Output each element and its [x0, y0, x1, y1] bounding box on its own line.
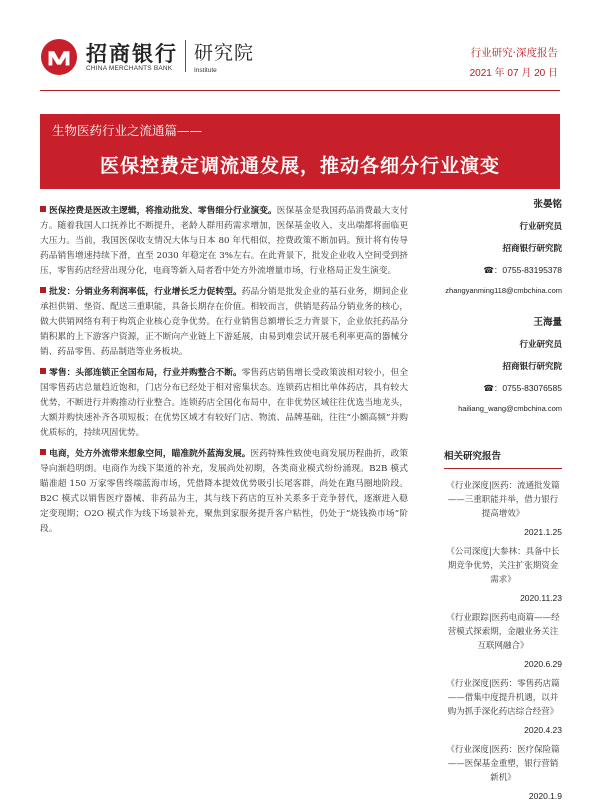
report-title: 医保控费定调流通发展，推动各细分行业演变 [99, 155, 500, 177]
related-report-title: 《行业深度|医药：流通批发篇——三重职能并举，借力银行提高增效》 [446, 481, 560, 519]
related-report-title: 《行业深度|医药：零售药店篇——借集中度提升机遇，以并购为抓手深化药店综合经营》 [446, 679, 560, 717]
related-report-date: 2020.1.9 [528, 791, 562, 800]
paragraph-text: 医药特殊性致使电商发展历程曲折，政策导向渐趋明朗。电商作为线下渠道的补充，发展尚处初期，各类商业模式纷纷涌现。B2B 模式瞄准超 150 万家零售终端蓝海市场，凭借降本提效优势吸引长尾客群，尚处在跑马圈地阶段。B2C 模式以销售医疗器械、非药品为主，其与线下药店的互补关系多于竞争替代，逐渐进入稳定变现期；O2O 模式作为线下场景补充，聚焦到家服务提升客户粘性，仍处于“烧钱换市场”阶段。 [40, 449, 409, 534]
analyst-org: 招商银行研究院 [502, 362, 562, 372]
related-report-item[interactable] [444, 677, 562, 735]
summary-body [40, 204, 408, 543]
related-report-item[interactable] [444, 743, 562, 800]
related-report-title: 《公司深度|大参林：具备中长期竞争优势，关注扩张期资金需求》 [446, 547, 560, 585]
analyst-card [444, 312, 562, 420]
bullet-square-icon [40, 368, 46, 374]
analyst-card [444, 194, 562, 302]
bullet-square-icon [40, 287, 46, 293]
paragraph-heading: 批发：分销业务利润率低，行业增长乏力促转型。 [49, 287, 242, 297]
analyst-name: 张晏铭 [533, 199, 562, 210]
summary-paragraph [40, 447, 408, 537]
analyst-name: 王海量 [533, 317, 562, 328]
paragraph-heading: 医保控费是医改主逻辑，将推动批发、零售细分行业演变。 [49, 206, 277, 216]
related-report-title: 《行业跟踪|医药电商篇——经营模式探索期，金融业务关注互联网融合》 [446, 613, 560, 651]
related-report-date: 2020.11.23 [520, 593, 562, 603]
related-report-date: 2020.4.23 [524, 725, 562, 735]
brand-name: 招商银行 [86, 42, 178, 66]
institute-name-en: Institute [194, 67, 217, 74]
paragraph-text: 零售药店销售增长受政策波相对较小，但全国零售药店总量趋近饱和，门店分布已经处于相对密集状态。连锁药店相比单体药店，具有较大优势，不断进行并购推动行业整合。连锁药店全国化布局中，在非优势区域往往优选当地龙头，大额并购快速补齐各项短板；在优势区域才有较好门店、物流、品牌基础，往往“小额高频”并购优质标的，持续巩固优势。 [40, 368, 409, 438]
related-report-item[interactable] [444, 611, 562, 669]
cmb-logo-icon [40, 38, 78, 76]
report-type: 行业研究·深度报告 [470, 47, 558, 59]
summary-paragraph [40, 366, 408, 441]
related-report-title: 《行业深度|医药：医疗保险篇——医保基金重塑，银行营销新机》 [446, 745, 560, 783]
institute-label [194, 38, 274, 84]
paragraph-text: 医保基金是我国药品消费最大支付方。随着我国人口抚养比不断提升，老龄人群用药需求增加，医保基金收入、支出端都将面临更大压力。当前，我国医保收支情况大体与日本 80 年代相似，控费政策不断加码。预计将有传导药品销售增速持续下滑，直至 2030 年稳定在 3%左右。在此背景下，批发企业收入空间受到挤压，零售药店经营出现分化，电商等新入局者看中处方外流增量市场，行业格局正发生演变。 [40, 206, 409, 276]
related-report-date: 2020.6.29 [524, 659, 562, 669]
related-report-date: 2021.1.25 [524, 527, 562, 537]
related-report-item[interactable] [444, 545, 562, 603]
analyst-org: 招商银行研究院 [502, 244, 562, 254]
summary-paragraph [40, 204, 408, 279]
related-reports-title: 相关研究报告 [444, 451, 502, 462]
analyst-email[interactable]: zhangyanming118@cmbchina.com [445, 286, 562, 295]
brand-name-en: CHINA MERCHANTS BANK [86, 65, 173, 72]
report-date: 2021 年 07 月 20 日 [469, 68, 558, 79]
header-divider [40, 90, 560, 91]
banner-subtitle: 生物医药行业之流通篇—— [52, 123, 203, 138]
bullet-square-icon [40, 206, 46, 212]
analyst-role: 行业研究员 [519, 222, 562, 232]
related-reports-divider [444, 468, 562, 469]
analyst-email[interactable]: hailiang_wang@cmbchina.com [458, 404, 562, 413]
institute-name: 研究院 [194, 42, 255, 64]
paragraph-heading: 电商，处方外流带来想象空间，瞄准院外蓝海发展。 [49, 449, 251, 459]
summary-paragraph [40, 285, 408, 360]
related-report-item[interactable] [444, 479, 562, 537]
paragraph-text: 药品分销是批发企业的基石业务，期间企业承担供销、垫资、配送三重职能，具备长期存在价值。相较而言，供销是药品分销业务的核心，做大供销网络有利于构筑企业核心竞争优势。在行业销售总额增长乏力背景下，企业依托药品分销积累的上下游客户资源，正不断向产业链上下游延展，由易到难尝试开展毛利率更高的器械分销、药品零售、药品制造等业务板块。 [40, 287, 409, 357]
logo-divider [185, 40, 186, 72]
bullet-square-icon [40, 449, 46, 455]
side-column [444, 194, 562, 800]
analyst-phone: ☎：0755-83195378 [483, 265, 562, 275]
paragraph-heading: 零售：头部连锁正全国布局，行业并购整合不断。 [49, 368, 242, 378]
title-banner [40, 114, 560, 189]
analyst-role: 行业研究员 [519, 340, 562, 350]
analyst-phone: ☎：0755-83076585 [483, 383, 562, 393]
